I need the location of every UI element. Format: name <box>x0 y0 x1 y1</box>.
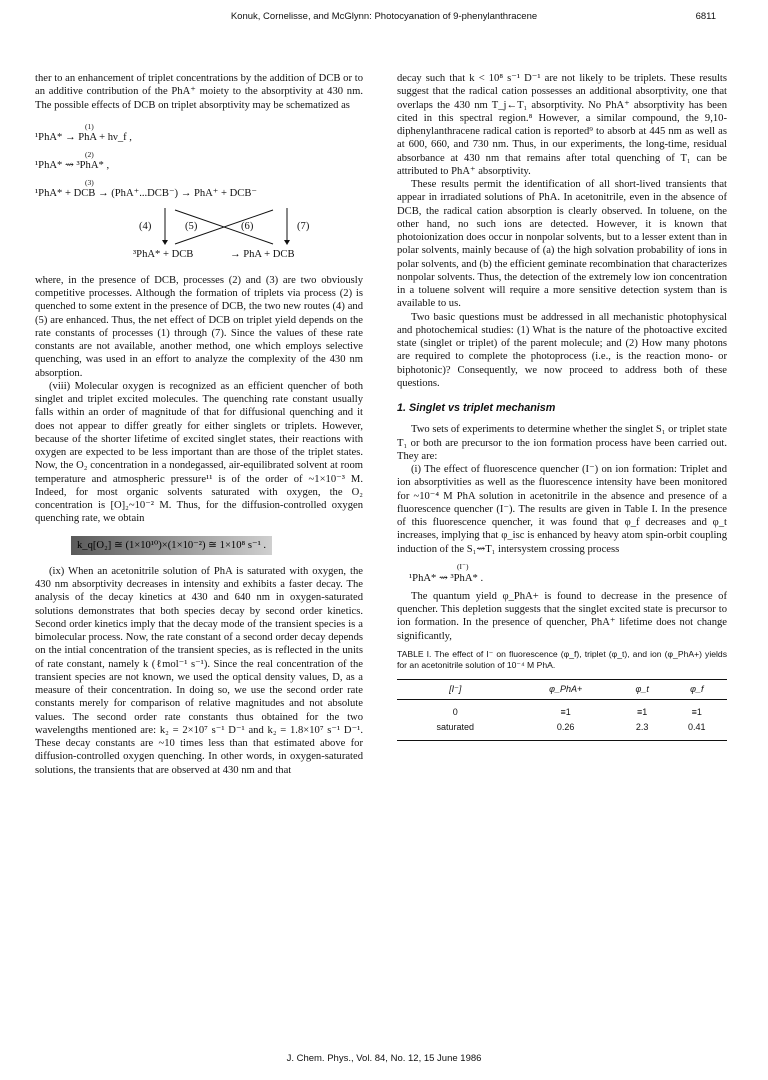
footer-citation: J. Chem. Phys., Vol. 84, No. 12, 15 June 1986 <box>286 1053 482 1064</box>
right-column <box>397 72 727 741</box>
table-cell: ≡1 <box>691 707 702 717</box>
table-cell: 2.3 <box>618 720 667 740</box>
table-1 <box>397 679 727 741</box>
equation-label: (2) <box>85 149 94 159</box>
paragraph: These results permit the identification of all short-lived transients that appear in irradiated solutions of PhA. In acetonitrile, even in the absence of DCB, the radical cation absorption is clearly observed. In toluene, on the other hand, no such ions are detected. However, it is known that photoionization does occur in nonpolar solvents, but to a lesser extent than in polar solvents, mainly because of (a) the high solvation probability of ions in polar solvents, and (b) the efficient geminate recombination that characterizes nonpolar solvents. Thus, the detection of the extremely low ion concentration in a toluene solvent will require a more sensitive detection system than is available to us. <box>397 179 727 310</box>
table-header: φ_PhA+ <box>514 679 618 699</box>
table-row <box>397 700 727 721</box>
section-title: 1. Singlet vs triplet mechanism <box>397 402 556 414</box>
equation-quench <box>397 560 727 590</box>
table-cell: 0.26 <box>514 720 618 740</box>
equation-text: ¹PhA* → PhA + hν_f , <box>35 131 132 143</box>
table-cell: saturated <box>397 720 514 740</box>
rate-equation-wrap <box>35 526 363 565</box>
scheme-label-4: (4) <box>139 220 152 232</box>
scheme-label-5: (5) <box>185 220 198 232</box>
scheme-arrows <box>35 204 363 274</box>
equation-3 <box>35 176 363 204</box>
table-cell: 0 <box>452 707 458 717</box>
scheme-bottom-left: ³PhA* + DCB <box>133 248 194 260</box>
table-header: [I⁻] <box>397 679 514 699</box>
paragraph: (i) The effect of fluorescence quencher (I⁻) on ion formation: Triplet and ion absorptivities as well as the fluorescence intensity have been monitored for ~10⁻⁴ M PhA solution in acetonitrile in the absence and presence of a fluorescence quencher (I⁻). The results are given in Table I. In the presence of this fluorescence quencher, it was found that φ_f decreases and φ_t increases, implying that φ_isc is enhanced by heavy atom spin-orbit coupling induction of the S₁⇝T₁ intersystem crossing process <box>397 464 727 555</box>
table-caption: TABLE I. The effect of I⁻ on fluorescence (φ_f), triplet (φ_t), and ion (φ_PhA+) yields for an acetonitrile solution of 10⁻⁴ M PhA. <box>397 648 727 670</box>
scheme-bottom-right: → PhA + DCB <box>230 248 295 260</box>
equation-2 <box>35 148 363 176</box>
scheme-label-7: (7) <box>297 220 310 232</box>
table-cell: 0.41 <box>667 720 727 740</box>
table-header: φ_t <box>618 679 667 699</box>
running-header <box>0 11 768 27</box>
paragraph: decay such that k < 10⁸ s⁻¹ D⁻¹ are not likely to be triplets. These results suggest that the radical cation possesses an additional absorptivity, one that overlaps the 430 nm T_j←T₁ absorptivity. No PhA⁺ absorptivity has been cited in this spectral region.⁸ However, a similar compound, the 9,10-diphenylanthracene radical cation is reported⁹ to absorb at 445 nm as well as at 600, 660, and 730 nm. Thus, in our experiments, the long-time, residual absorbance at 430 nm that remains after total quenching of T₁ can be attributed to PhA⁺ absorptivity. <box>397 73 727 177</box>
scheme-label-6: (6) <box>241 220 254 232</box>
equation-label: (3) <box>85 177 94 187</box>
paragraph: Two basic questions must be addressed in all mechanistic photophysical and photochemical studies: (1) What is the nature of the photoactive excited state (singlet or triplet) of the parent molecule; and (2) How many photons are required to complete the photoprocess (i.e., is the reaction mono- or biphotonic)? Consequently, we now proceed to address both of these questions. <box>397 311 727 389</box>
page-number: 6811 <box>695 11 716 22</box>
paragraph: (ix) When an acetonitrile solution of PhA is saturated with oxygen, the 430 nm absorptivity decreases in intensity and exhibits a faster decay. The analysis of the decay kinetics at 430 and 640 nm in oxygen-saturated solutions demonstrates that both species decay by second order kinetics. Second order kinetics imply that the decay mode of the transient species is a bimolecular process. Now, the rate constant of a second order decay depends on the intial concentration of the transient species, as is reflected in the units of rate constant, namely k (ℓmol⁻¹ s⁻¹). Since the real concentration of the transient species are not known, we used the optical density values, D, as a measure of their concentration. In doing so, we use the second order rate constants merely for comparison of relative magnitudes and not absolute values. The second order rate constants thus obtained for the two wavelengths mentioned are: k₂ = 2×10⁷ s⁻¹ D⁻¹ and k₂ = 1.8×10⁷ s⁻¹ D⁻¹. These decay constants are ~10 times less than that estimated above for diffusion-controlled oxygen quenching. In other words, in oxygen-saturated solutions, the transients that are observed at 430 nm and that <box>35 565 363 776</box>
paragraph: Two sets of experiments to determine whether the singlet S₁ or triplet state T₁ or both are precursor to the ion formation process have been carried out. They are: <box>397 424 727 462</box>
table-cell: ≡1 <box>560 707 571 717</box>
paragraph: where, in the presence of DCB, processes (2) and (3) are two obviously competitive processes. Although the formation of triplets via process (2) is quenched to some extent in the presence of DCB, the two new routes (4) and (5) are enhanced. Thus, the net effect of DCB on triplet yield depends on the rate constants of processes (1) through (7). Since the values of these rate constants are not available, another method, one which employs selective quenching, was used in an effort to analyze the complexity of the 430 nm absorption. <box>35 274 363 379</box>
table-row <box>397 720 727 740</box>
paragraph: The quantum yield φ_PhA+ is found to decrease in the presence of quencher. This depletion suggests that the singlet excited state is precursor to ion formation. In the presence of quencher, PhA⁺ lifetime does not change significantly, <box>397 590 727 642</box>
equation-label: (I⁻) <box>457 561 469 571</box>
rate-equation: k_q[O₂] ≅ (1×10¹⁰)×(1×10⁻²) ≅ 1×10⁸ s⁻¹ . <box>71 536 272 555</box>
reaction-scheme <box>35 204 363 274</box>
paragraph: (viii) Molecular oxygen is recognized as an efficient quencher of both singlet and triplet excited molecules. The quenching rate constant usually falls within an order of magnitude of that for diffusional quenching and it does not appear to differ greatly for either singlets or triplets. However, because of the shorter lifetime of excited singlet states, their reactions with oxygen are expected to be less important than are those of the triplet states. Now, the O₂ concentration in a nondegassed, air-equilibrated solvent at room temperature and atmospheric pressure¹¹ is of the order of ~1×10⁻³ M. Indeed, for most organic solvents saturated with oxygen, the O₂ concentration is [O]₂~10⁻² M. Thus, for the diffusion-controlled oxygen quenching rate, we obtain <box>35 380 363 525</box>
table-header: φ_f <box>667 679 727 699</box>
equation-text: ¹PhA* + DCB → (PhA⁺...DCB⁻) → PhA⁺ + DCB⁻ <box>35 187 258 199</box>
equation-text: ¹PhA* ⇝ ³PhA* . <box>409 572 484 584</box>
paragraph: ther to an enhancement of triplet concentrations by the addition of DCB or to an additive contribution of the PhA⁺ moiety to the absorptivity at 430 nm. The possible effects of DCB on triplet absorptivity may be schematized as <box>35 73 363 111</box>
equation-label: (1) <box>85 121 94 131</box>
left-column <box>35 72 363 777</box>
equation-text: ¹PhA* ⇝ ³PhA* , <box>35 159 110 171</box>
running-title: Konuk, Cornelisse, and McGlynn: Photocyanation of 9-phenylanthracene <box>230 11 538 22</box>
table-cell: ≡1 <box>637 707 648 717</box>
equation-1 <box>35 120 363 148</box>
